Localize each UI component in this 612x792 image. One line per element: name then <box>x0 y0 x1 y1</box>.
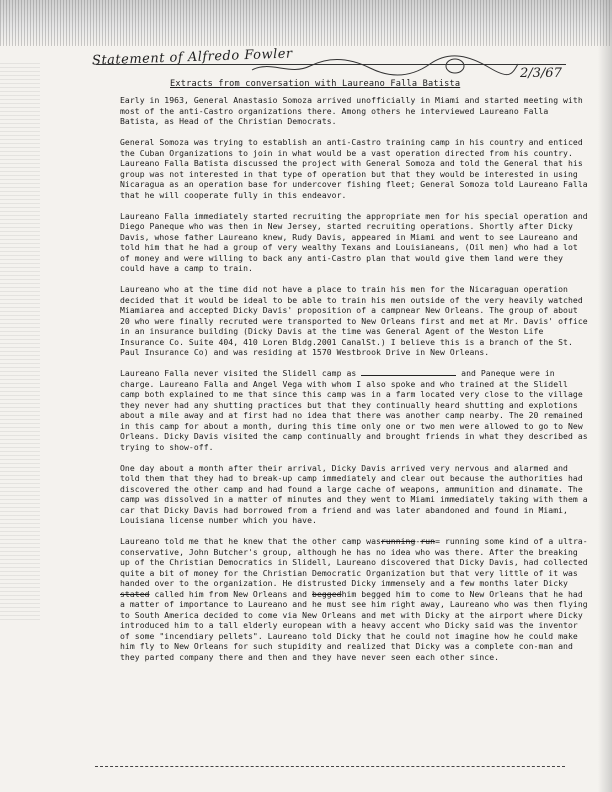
blank-line <box>361 368 456 376</box>
paragraph-text: him begged him to come to New Orleans that he had a matter of importance to Laureano and he must see him right away, Laureano who was then flying to South America decided to come via New Orleans and met with Dicky at the airport where Dicky introduced him to a tall elderly european with a heavy accent who Dicky said was the inventor of some "incendiary pellets". Laureano told Dicky that he could not imagine how he could make him fly to New Orleans for such stupidity and realized that Dicky was a complete con-man and they parted company there and then and they have never seen each other since. <box>120 588 588 662</box>
paragraph-text: One day about a month after their arrival, Dicky Davis arrived very nervous and alarmed and told them that they had to break-up camp immediately and clear out because the authorities had discovered the other camp and had found a large cache of weapons, ammunition and dinamate. The camp was dissolved in a matter of minutes and they went to Miami immediately taking with them a car that Dicky Davis had borrowed from a friend and was later abandoned and found in Miami, Louisiana license number which you have. <box>120 462 588 525</box>
paragraph-text: Laureano Falla immediately started recruiting the appropriate men for his special operation and Diego Paneque who was then in New Jersey, started recruiting operations. Shortly after Dicky Davis, whose father Laureano knew, Rudy Davis, appeared in Miami and went to see Laureano and told him that he had a group of very wealthy Texans and Louisianeans, (Oil men) who had a lot of money and were willing to back any anti-Castro plan that would give them land were they could have a camp to train. <box>120 210 588 273</box>
scan-artifact-left <box>0 60 40 620</box>
paragraph-text: = running some kind of a ultra-conservative, John Butcher's group, although he has no idea who was there. After the breaking up of the Christian Democratics in Slidell, Laureano discovered that Dicky Davis, had collected quite a bit of money for the Christian Democratic Organization but that very little of it was handed over to the organization. He distrusted Dicky immensely and a few months later Dicky <box>120 536 588 588</box>
paragraph-3 <box>120 211 590 274</box>
struck-text: begged <box>312 588 342 599</box>
handwritten-scribble <box>250 52 520 80</box>
handwritten-title: Statement of Alfredo Fowler <box>91 46 293 69</box>
paragraph-text: General Somoza was trying to establish an anti-Castro training camp in his country and enticed the Cuban Organizations to join in what would be a vast operation directed from his country. Laureano Falla Batista discussed the project with General Somoza and told the General that his group was not interested in that type of operation but that they would be interested in using Nicaragua as an operation base for undercover fishing fleet; General Somoza told Laureano Falla that he will cooperate fully in this endeavor. <box>120 137 588 200</box>
paragraph-text: Laureano told me that he knew that the other camp was <box>120 536 381 546</box>
paragraph-text: Early in 1963, General Anastasio Somoza arrived unofficially in Miami and started meeting with most of the anti-Castro organizations there. Among others he interviewed Laureano Falla Batista, as Head of the Christian Democrats. <box>120 95 583 126</box>
paragraph-7 <box>120 536 590 662</box>
paragraph-text: - <box>415 536 421 546</box>
paragraph-text: Laureano who at the time did not have a place to train his men for the Nicaraguan operation decided that it would be ideal to be able to train his men outside of the very heavily watched Miamiarea and accepted Dicky Davis' proposition of a campnear New Orleans. The group of about 20 who were finally recruted were transported to New Orleans first and met at Mr. Davis' office in an insurance building (Dicky Davis at the time was General Agent of the Weston Life Insurance Co. Suite 404, 410 Loren Bldg.2001 CanalSt.) I believe this is a branch of the St. Paul Insurance Co) and was residing at 1570 Westbrook Drive in New Orleans. <box>120 284 588 357</box>
paragraph-text: and Paneque were in charge. Laureano Falla and Angel Vega with whom I also spoke and who trained at the Slidell camp both explained to me that since this camp was in a farm located very close to the village they never had any shutting practices but that they continually heard shutting and explotions about a mile away and at first had no idea that there was another camp nearby. The 20 remained in this camp for about a month, during this time only one or two men were allowed to go to New Orleans. Dicky Davis visited the camp continually and brought friends in what they described as trying to show-off. <box>120 368 588 452</box>
struck-text: running <box>380 536 416 546</box>
bottom-rule <box>95 766 565 767</box>
paragraph-4 <box>120 284 590 358</box>
paragraph-6 <box>120 463 590 526</box>
paragraph-5 <box>120 368 590 452</box>
document-body <box>120 95 590 673</box>
paragraph-text: Laureano Falla never visited the Slidell camp as <box>120 368 362 378</box>
scan-artifact-top <box>0 0 612 46</box>
top-rule <box>96 64 566 65</box>
handwritten-date: 2/3/67 <box>520 66 562 81</box>
scan-artifact-right <box>598 0 612 792</box>
struck-text: run <box>420 536 436 546</box>
paragraph-text: called him from New Orleans and <box>149 588 313 599</box>
paragraph-2 <box>120 137 590 200</box>
struck-text: stated <box>120 588 150 599</box>
paragraph-1 <box>120 95 590 127</box>
document-header: Extracts from conversation with Laureano Falla Batista <box>170 79 461 89</box>
